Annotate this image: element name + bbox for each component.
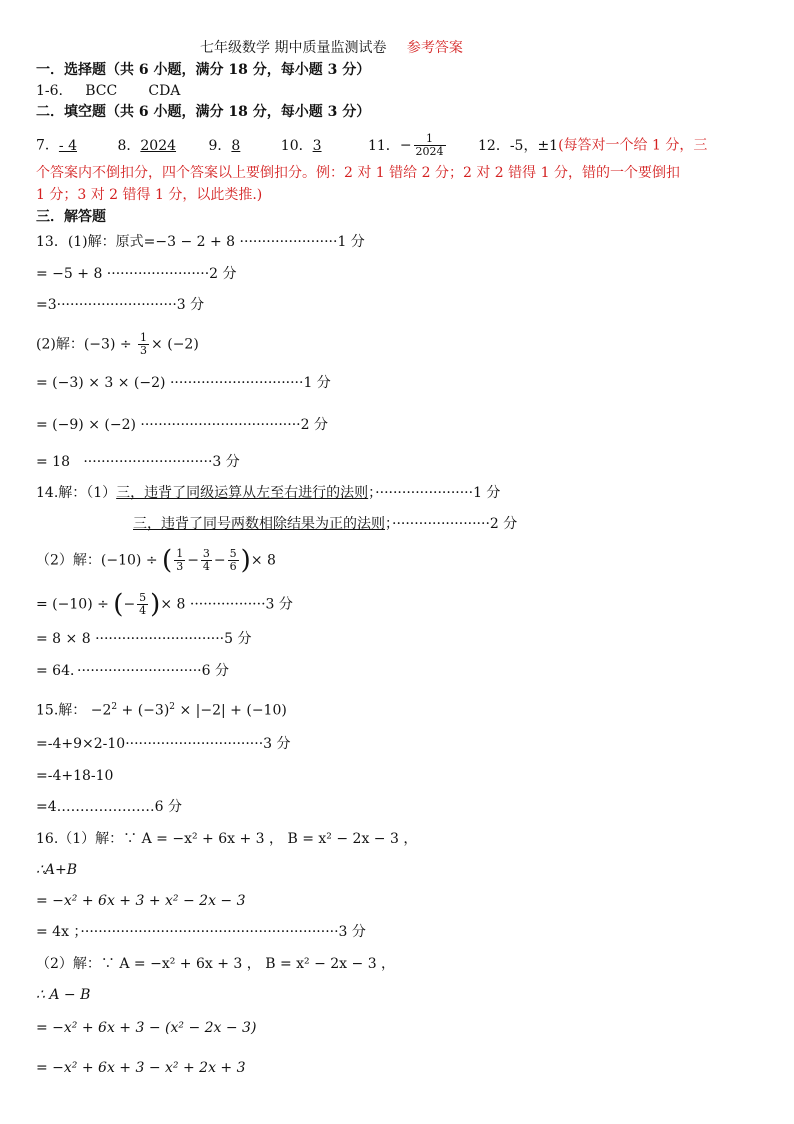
q13-part-2-step-3: = 18 ·····························3 分 bbox=[36, 454, 240, 470]
q11-fraction bbox=[414, 133, 446, 158]
q15-expression: 15.解： $-2^2 + (-3)^2 \times |-2| + (-10)$ bbox=[36, 702, 287, 719]
q13-part-2-step-2-score: ····································2 分 bbox=[140, 417, 328, 433]
q14-reason-2-score: ；······················2 分 bbox=[385, 516, 518, 532]
q14-label: 14.解：（1） bbox=[36, 485, 117, 501]
q14-part-2-step-1: = (−10) ÷ (− $\frac{5}{4}$ )× 8 ·················3 分 bbox=[36, 589, 293, 620]
q14-reason-2: 三，违背了同号两数相除结果为正的法则 bbox=[133, 516, 385, 532]
section-2-heading: 二．填空题（共 6 小题，满分 18 分，每小题 3 分） bbox=[36, 104, 371, 120]
q9-number: 9． bbox=[208, 137, 232, 154]
q14-part-2-step-3: = 64．····························6 分 bbox=[36, 663, 229, 679]
q14-reason-1: 三，违背了同级运算从左至右进行的法则 bbox=[116, 485, 369, 501]
q8-answer: 2024 bbox=[140, 137, 177, 154]
q11-denominator: 2024 bbox=[415, 145, 444, 158]
q13-part-2: (2)解：(−3) ÷ $\frac{1}{3}$ × (−2) bbox=[36, 331, 199, 357]
answer-label: 参考答案 bbox=[406, 40, 463, 56]
q15-step-3: =4…………………6 分 bbox=[36, 799, 182, 815]
q13-part-2-label: (2)解： bbox=[36, 336, 84, 353]
page-title-text: 七年级数学 期中质量监测试卷 bbox=[200, 40, 387, 56]
q12-note: (每答对一个给 1 分，三 bbox=[558, 137, 708, 154]
q11-number: 11． bbox=[367, 137, 400, 154]
grading-note-line-2: 个答案内不倒扣分，四个答案以上要倒扣分。例：2 对 1 错给 2 分；2 对 2 错得 1 分，错的一个要倒扣 bbox=[36, 165, 680, 181]
q10-number: 10． bbox=[280, 137, 313, 154]
q13-step-1: 13．(1)解：原式=−3 − 2 + 8 ······················1 分 bbox=[36, 234, 365, 250]
q14-part-1 bbox=[36, 483, 500, 503]
q11-numerator: 1 bbox=[414, 133, 446, 146]
fill-in-answers: 7．- 4 8．2024 9．8 10．3 11．− $\frac{1}{2024}$ 12．-5，±1(每答对一个给 1 分，三 bbox=[36, 132, 708, 158]
q14-part-1-line-2 bbox=[133, 514, 517, 534]
q7-answer: - 4 bbox=[58, 137, 78, 154]
q16-part-1-step-1: ∴A+B bbox=[36, 862, 78, 878]
grading-note-line-3: 1 分；3 对 2 错得 1 分，以此类推.) bbox=[36, 187, 263, 203]
section-1-answers: 1-6. BCC CDA bbox=[36, 83, 181, 99]
q10-answer: 3 bbox=[312, 137, 322, 154]
q14-part-2-step-2: = 8 × 8 ·····························5 分 bbox=[36, 631, 252, 647]
q15-step-1: =-4+9×2-10·······························3 分 bbox=[36, 736, 291, 752]
q14-part-2-step-1-score: ·················3 分 bbox=[189, 596, 293, 613]
q13-step-2: = −5 + 8 ·······················2 分 bbox=[36, 266, 237, 282]
q16-part-2-step-3: = −x² + 6x + 3 − x² + 2x + 3 bbox=[36, 1060, 246, 1076]
fraction-one-third: $\frac{1}{3}$ bbox=[140, 331, 148, 357]
q16-part-2-step-1: ∴ A − B bbox=[36, 987, 91, 1003]
q16-part-1-step-2: = −x² + 6x + 3 + x² − 2x − 3 bbox=[36, 893, 246, 909]
q13-part-2-step-1-score: ······························1 分 bbox=[169, 375, 331, 391]
section-3-heading: 三．解答题 bbox=[36, 209, 106, 225]
q13-part-2-step-1: = (−3) × 3 × (−2) ······························1 分 bbox=[36, 375, 331, 391]
q12-answer: 12．-5，±1 bbox=[478, 137, 559, 154]
q16-part-1-step-3: = 4x ；··························································3 分 bbox=[36, 924, 366, 940]
section-1-heading: 一．选择题（共 6 小题，满分 18 分，每小题 3 分） bbox=[36, 62, 371, 78]
q15-label: 15.解： bbox=[36, 702, 87, 719]
q14-part-2-label: （2）解： bbox=[36, 552, 101, 569]
q7-number: 7． bbox=[36, 137, 59, 154]
q16-part-1: 16.（1）解：∵ A = −x² + 6x + 3 ， B = x² − 2x − 3 ， bbox=[36, 831, 418, 847]
q16-part-2: （2）解：∵ A = −x² + 6x + 3 ， B = x² − 2x − 3 ， bbox=[36, 956, 396, 972]
q16-part-2-step-2: = −x² + 6x + 3 − (x² − 2x − 3) bbox=[36, 1020, 257, 1036]
q13-step-3: =3···························3 分 bbox=[36, 297, 205, 313]
q8-number: 8． bbox=[117, 137, 141, 154]
q13-part-2-step-2: = (−9) × (−2) ····································2 分 bbox=[36, 417, 328, 433]
page-title bbox=[200, 38, 463, 58]
q14-part-2: （2）解：(−10) ÷ ( $\frac{1}{3}$ − $\frac{3}{4}$ − $\frac{5}{6}$ )× 8 bbox=[36, 545, 276, 576]
q15-step-2: =-4+18-10 bbox=[36, 768, 114, 784]
q14-reason-1-score: ；······················1 分 bbox=[368, 485, 501, 501]
q9-answer: 8 bbox=[231, 137, 241, 154]
